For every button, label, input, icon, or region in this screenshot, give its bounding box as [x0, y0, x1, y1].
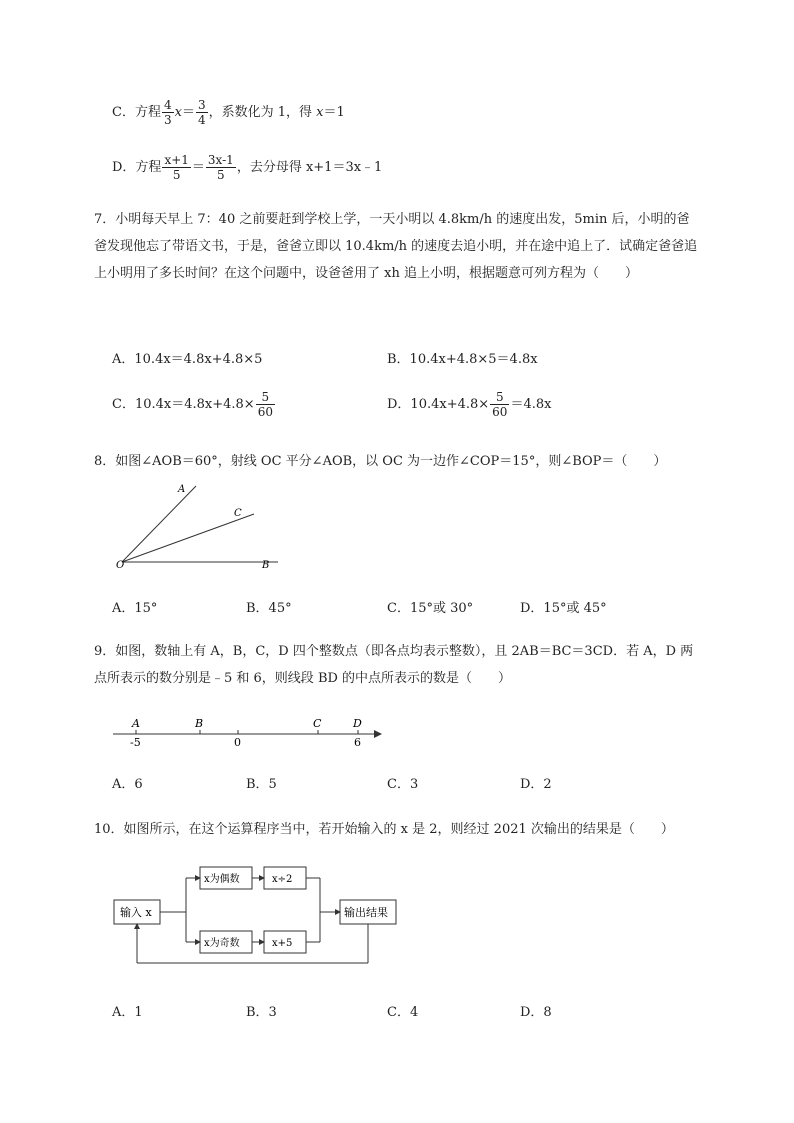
- q8-option-c: C．15°或 30°: [387, 601, 474, 616]
- half-label: x÷2: [272, 874, 293, 885]
- input-label: 输入 x: [120, 906, 152, 919]
- q10-option-c: C．4: [387, 1005, 419, 1020]
- q10-option-d: D．8: [520, 1005, 552, 1020]
- fraction-3-4: $\frac{3}{4}$: [197, 98, 206, 127]
- question-8: 8．如图∠AOB＝60°，射线 OC 平分∠AOB，以 OC 为一边作∠COP＝15°，则∠BOP＝（ ）: [94, 454, 667, 469]
- q9-option-c: C．3: [387, 777, 419, 792]
- option-d-line: D．方程 $\frac{x+1}{5}$ ＝ $\frac{3x-1}{5}$ ，去分母得 x+1＝3x﹣1: [112, 153, 383, 182]
- axis-arrow-icon: [374, 730, 382, 738]
- q9-option-a: A．6: [112, 777, 143, 792]
- label-a: A: [178, 484, 186, 495]
- even-label: x为偶数: [204, 874, 240, 885]
- q10-option-b: B．3: [246, 1005, 277, 1020]
- fraction-x1-5: $\frac{x+1}{5}$: [164, 153, 189, 182]
- question-10: 10．如图所示，在这个运算程序当中，若开始输入的 x 是 2，则经过 2021 次输出的结果是（ ）: [94, 822, 674, 837]
- question-9: 9．如图，数轴上有 A，B，C，D 四个整数点（即各点均表示整数），且 2AB＝BC＝3CD．若 A，D 两点所表示的数分别是﹣5 和 6，则线段 BD 的中点所表示的数是（ ）: [94, 644, 694, 686]
- q7-option-d: D．10.4x+4.8× $\frac{5}{60}$ ＝4.8x: [387, 390, 552, 419]
- point-c: C: [313, 717, 322, 730]
- ray-oc: [122, 514, 254, 562]
- point-a: A: [132, 717, 140, 730]
- fraction-3x1-5: $\frac{3x-1}{5}$: [207, 153, 234, 182]
- q10-option-a: A．1: [112, 1005, 143, 1020]
- point-d: D: [353, 717, 362, 730]
- odd-label: x为奇数: [204, 938, 240, 949]
- plus-label: x+5: [272, 938, 293, 949]
- option-d-label: D．方程: [112, 160, 162, 175]
- output-label: 输出结果: [344, 906, 388, 919]
- tick-label-a: -5: [130, 736, 141, 749]
- flowchart: [110, 860, 400, 970]
- fraction-5-60: $\frac{5}{60}$: [257, 390, 273, 419]
- q7-option-c: C．10.4x＝4.8x+4.8× $\frac{5}{60}$: [112, 390, 273, 419]
- fraction-4-3: $\frac{4}{3}$: [163, 98, 172, 127]
- label-o: O: [116, 560, 125, 571]
- option-c-line: C．方程 $\frac{4}{3}$ x＝ $\frac{3}{4}$ ，系数化为 1，得 x＝1: [112, 98, 345, 127]
- tick-label-zero: 0: [234, 736, 241, 749]
- q9-option-b: B．5: [246, 777, 277, 792]
- tick-label-d: 6: [354, 736, 361, 749]
- label-b: B: [262, 560, 270, 571]
- label-c: C: [234, 508, 242, 519]
- point-b: B: [195, 717, 204, 730]
- q7-option-b: B．10.4x+4.8×5＝4.8x: [387, 352, 538, 367]
- fraction-5-60: $\frac{5}{60}$: [492, 390, 508, 419]
- q7-option-a: A．10.4x＝4.8x+4.8×5: [112, 352, 263, 367]
- number-line: [108, 712, 393, 752]
- q8-option-d: D．15°或 45°: [520, 601, 607, 616]
- q8-option-a: A．15°: [112, 601, 158, 616]
- question-7: 7．小明每天早上 7：40 之前要赶到学校上学，一天小明以 4.8km/h 的速度出发，5min 后，小明的爸爸发现他忘了带语文书，于是，爸爸立即以 10.4km/h 的速度去追小明，并在途中追上了．试确定爸爸追上小明用了多长时间？在这个问题中，设爸爸用了 xh 追上小明，根据题意可列方程为（ ）: [94, 212, 698, 281]
- q9-option-d: D．2: [520, 777, 552, 792]
- ray-oa: [122, 486, 196, 562]
- option-c-label: C．方程: [112, 105, 161, 120]
- q8-option-b: B．45°: [246, 601, 292, 616]
- angle-figure: [110, 480, 290, 572]
